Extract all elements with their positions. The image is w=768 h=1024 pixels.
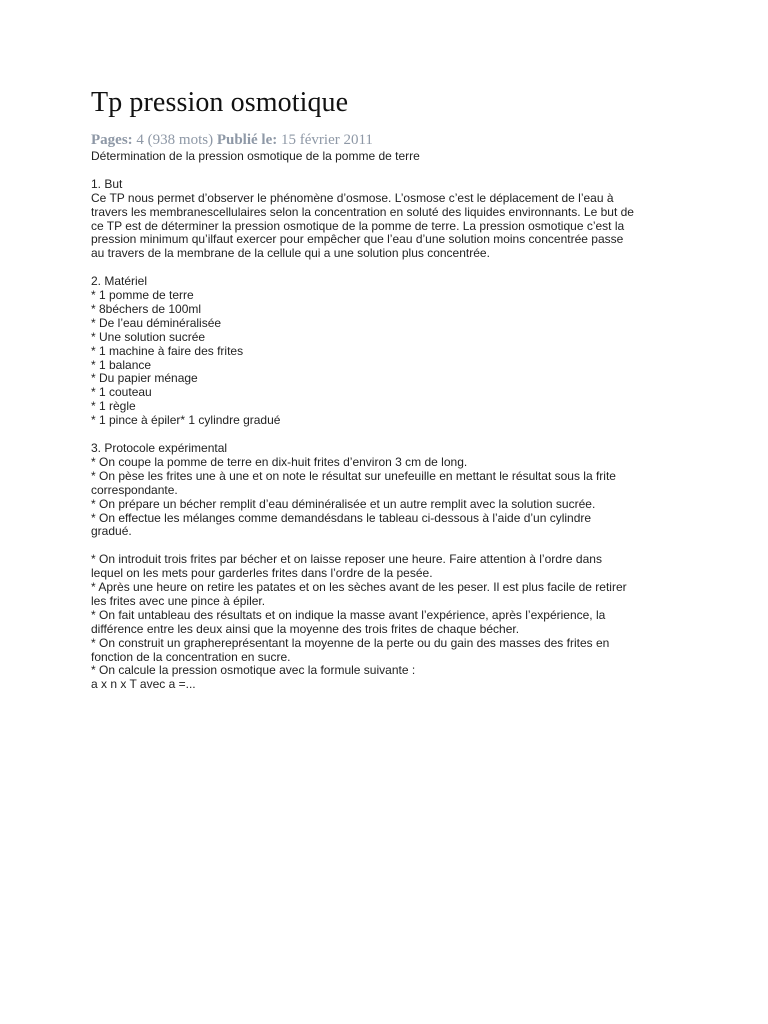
list-item: * Une solution sucrée: [91, 329, 206, 344]
section-but: [91, 178, 671, 261]
paragraph-line: pression minimum qu’ilfaut exercer pour empêcher que l’eau d’une solution moins concentrée passe: [91, 232, 624, 247]
paragraph-line: * On effectue les mélanges comme demandésdans le tableau ci-dessous à l’aide d’un cylindre: [91, 510, 592, 525]
list-item: * 1 balance: [91, 357, 152, 372]
section-heading: 1. But: [91, 176, 123, 191]
paragraph-line: Ce TP nous permet d’observer le phénomène d’osmose. L’osmose c’est le déplacement de l’eau à: [91, 190, 614, 205]
pages-value: 4 (938 mots): [136, 132, 214, 148]
paragraph-line: a x n x T avec a =...: [91, 677, 196, 692]
published-value: 15 février 2011: [281, 132, 373, 148]
pages-label: Pages:: [91, 132, 133, 148]
document-body: [91, 150, 671, 692]
materiel-list: [91, 289, 671, 428]
list-item: * 8béchers de 100ml: [91, 301, 202, 316]
paragraph-line: * On introduit trois frites par bécher et on laisse reposer une heure. Faire attention à l’ordre dans: [91, 552, 602, 567]
paragraph-line: correspondante.: [91, 482, 178, 497]
protocole-lines-b: [91, 553, 671, 692]
section-heading: 3. Protocole expérimental: [91, 440, 228, 455]
document-title: Tp pression osmotique: [91, 87, 349, 118]
paragraph-line: fonction de la concentration en sucre.: [91, 649, 291, 664]
paragraph-line: * On construit un graphereprésentant la moyenne de la perte ou du gain des masses des frites en: [91, 635, 610, 650]
protocole-lines-a: [91, 456, 671, 539]
paragraph-line: différence entre les deux ainsi que la moyenne des trois frites de chaque bécher.: [91, 621, 520, 636]
list-item: * 1 pince à épiler* 1 cylindre gradué: [91, 413, 281, 428]
paragraph-line: au travers de la membrane de la cellule qui a une solution plus concentrée.: [91, 246, 490, 261]
paragraph-line: * On pèse les frites une à une et on note le résultat sur unefeuille en mettant le résultat sous la frite: [91, 468, 616, 483]
list-item: * 1 machine à faire des frites: [91, 343, 244, 358]
list-item: * De l’eau déminéralisée: [91, 315, 222, 330]
paragraph-line: * On calcule la pression osmotique avec la formule suivante :: [91, 663, 416, 678]
section-protocole: [91, 442, 671, 692]
paragraph-line: les frites avec une pince à épiler.: [91, 593, 266, 608]
paragraph-gap: [91, 428, 671, 442]
paragraph-line: * On prépare un bécher remplit d’eau déminéralisée et un autre remplit avec la solution sucrée.: [91, 496, 596, 511]
published-label: Publié le:: [216, 132, 278, 148]
paragraph-line: * Après une heure on retire les patates et on les sèches avant de les peser. Il est plus facile de retirer: [91, 580, 627, 595]
paragraph-line: travers les membranescellulaires selon la concentration en soluté des liquides environnants. Le but de: [91, 204, 634, 219]
paragraph-line: ce TP est de déterminer la pression osmotique de la pomme de terre. La pression osmotique c’est la: [91, 218, 625, 233]
list-item: * 1 couteau: [91, 385, 152, 400]
section-heading: 2. Matériel: [91, 274, 148, 289]
paragraph-line: gradué.: [91, 524, 132, 539]
list-item: * Du papier ménage: [91, 371, 198, 386]
section-materiel: [91, 275, 671, 428]
list-item: * 1 règle: [91, 399, 136, 414]
list-item: * 1 pomme de terre: [91, 288, 194, 303]
paragraph-gap: [91, 164, 671, 178]
paragraph-gap: [91, 261, 671, 275]
paragraph-line: lequel on les mets pour garderles frites dans l’ordre de la pesée.: [91, 566, 433, 581]
document-meta: [91, 131, 671, 149]
document-subtitle: Détermination de la pression osmotique de la pomme de terre: [91, 149, 420, 163]
paragraph-gap: [91, 539, 671, 553]
paragraph-line: * On coupe la pomme de terre en dix-huit frites d’environ 3 cm de long.: [91, 454, 468, 469]
paragraph-line: * On fait untableau des résultats et on indique la masse avant l’expérience, après l’expérience, la: [91, 607, 606, 622]
document-page: [91, 86, 671, 692]
section-but-lines: [91, 192, 671, 262]
